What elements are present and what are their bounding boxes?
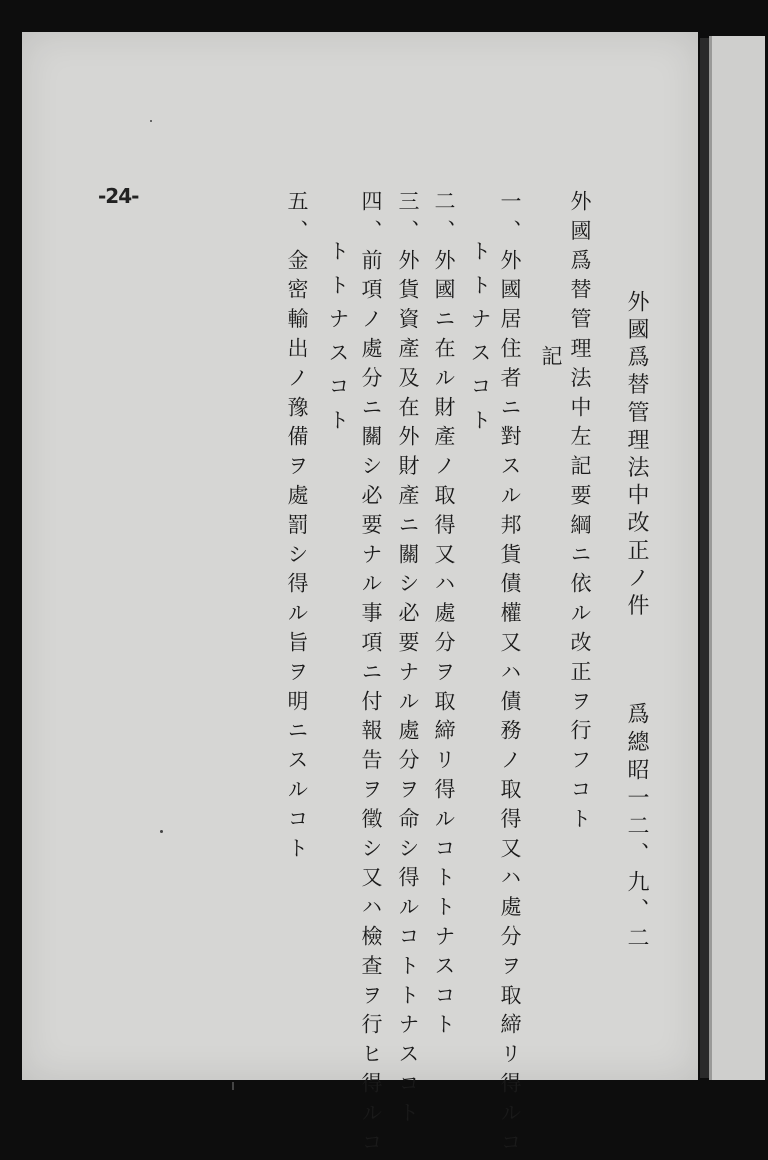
scan-speck: [150, 120, 152, 122]
item-1-continuation: トトナスコト: [468, 240, 492, 443]
item-3: 三、外貨資產及在外財產ニ關シ必要ナル處分ヲ命シ得ルコトトナスコト: [396, 190, 420, 1131]
item-2: 二、外國ニ在ル財產ノ取得又ハ處分ヲ取締リ得ルコトトナスコト: [432, 190, 456, 1043]
document-reference: 爲總昭一二、九、二: [624, 702, 649, 954]
item-1: 一、外國居住者ニ對スル邦貨債權又ハ債務ノ取得又ハ處分ヲ取締リ得ルコ: [498, 190, 522, 1160]
book-spine: [700, 38, 709, 1078]
item-5: 五、金密輸出ノ豫備ヲ處罰シ得ル旨ヲ明ニスルコト: [285, 190, 309, 867]
item-4: 四、前項ノ處分ニ關シ必要ナル事項ニ付報告ヲ徵シ又ハ檢查ヲ行ヒ得ルコ: [359, 190, 383, 1160]
document-title: 外國爲替管理法中改正ノ件: [624, 290, 649, 622]
ki-heading: 記: [539, 345, 563, 366]
page-number: -24-: [98, 184, 139, 208]
facing-page-edge: [709, 36, 765, 1080]
scan-speck: [160, 830, 163, 833]
intro-line: 外國爲替管理法中左記要綱ニ依ル改正ヲ行フコト: [568, 190, 592, 837]
scan-speck: [232, 1082, 234, 1090]
item-4-continuation: トトナスコト: [326, 240, 350, 443]
